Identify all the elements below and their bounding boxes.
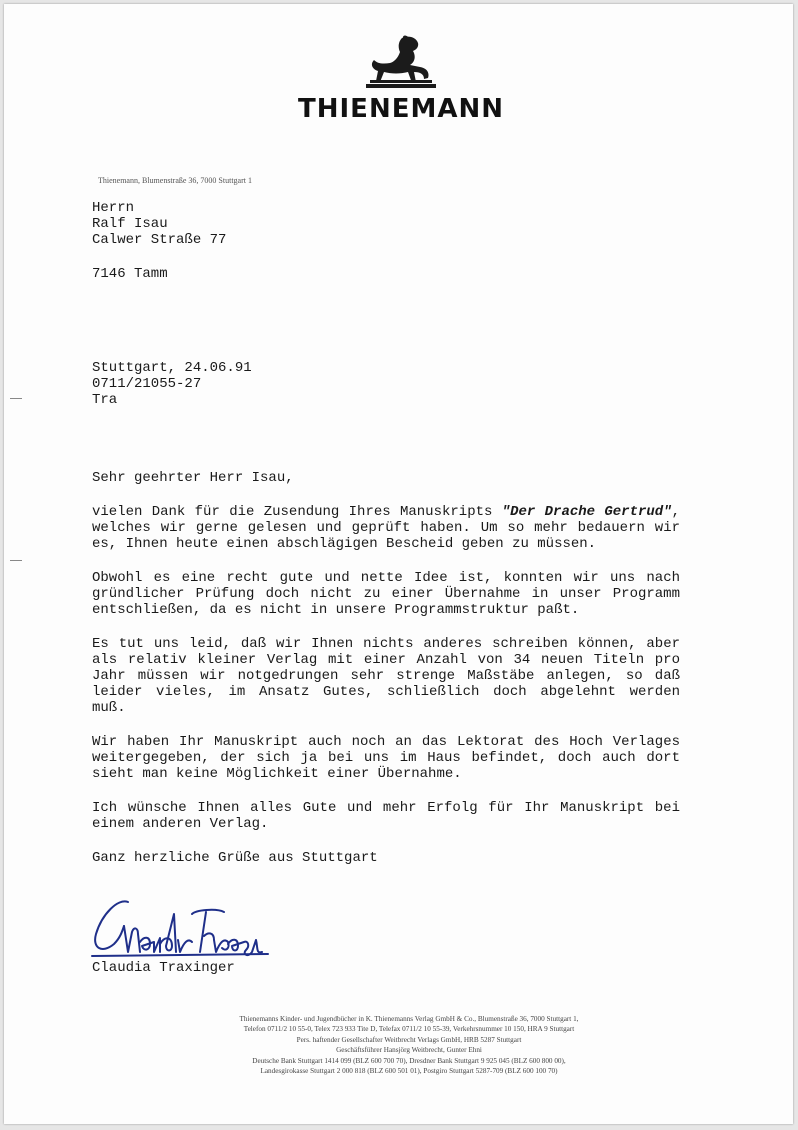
recipient-address <box>92 200 226 248</box>
publisher-logo <box>286 34 516 124</box>
letter-page <box>4 4 793 1124</box>
phone-extension: 0711/21055-27 <box>92 376 202 392</box>
paragraph-5: Ich wünsche Ihnen alles Gute und mehr Erfolg für Ihr Manuskript bei einem anderen Verlag. <box>92 800 680 832</box>
recipient-line: Herrn <box>92 200 135 216</box>
paragraph-1-text: vielen Dank für die Zusendung Ihres Manuskripts <box>92 504 502 520</box>
paragraph-1 <box>92 504 680 552</box>
closing: Ganz herzliche Grüße aus Stuttgart <box>92 850 378 866</box>
letter-meta <box>92 360 252 408</box>
signature-icon <box>88 892 278 962</box>
fold-mark <box>10 398 22 399</box>
salutation: Sehr geehrter Herr Isau, <box>92 470 294 486</box>
sender-initials: Tra <box>92 392 118 408</box>
place-date: Stuttgart, 24.06.91 <box>92 360 252 376</box>
recipient-line: Ralf Isau <box>92 216 168 232</box>
footer-line: Thienemanns Kinder- und Jugendbücher in K. Thienemanns Verlag GmbH & Co., Blumenstraße 36, 7000 Stuttgart 1, <box>239 1015 579 1023</box>
return-address: Thienemann, Blumenstraße 36, 7000 Stuttgart 1 <box>98 176 252 185</box>
recipient-city: 7146 Tamm <box>92 266 168 282</box>
fold-mark <box>10 560 22 561</box>
footer-line: Geschäftsführer Hansjörg Weitbrecht, Gunter Ehni <box>336 1046 482 1055</box>
handwritten-signature <box>88 892 278 967</box>
paragraph-2: Obwohl es eine recht gute und nette Idee ist, konnten wir uns nach gründlicher Prüfung doch nicht zu einer Übernahme in unser Programm entschließen, da es nicht in unsere Programmstruktur paßt. <box>92 570 680 618</box>
letter-body <box>92 470 680 884</box>
footer-imprint <box>114 1014 704 1076</box>
footer-line: Pers. haftender Gesellschafter Weitbrecht Verlags GmbH, HRB 5287 Stuttgart <box>296 1035 522 1044</box>
horse-logo-icon <box>358 34 444 92</box>
paragraph-4: Wir haben Ihr Manuskript auch noch an das Lektorat des Hoch Verlages weitergegeben, der sich ja bei uns im Haus befindet, doch auch dort sieht man keine Möglichkeit einer Übernahme. <box>92 734 680 782</box>
manuscript-title: "Der Drache Gertrud" <box>501 504 672 520</box>
paragraph-3: Es tut uns leid, daß wir Ihnen nichts anderes schreiben können, aber als relativ kleiner Verlag mit einer Anzahl von 34 neuen Titeln pro Jahr müssen wir notgedrungen sehr strenge Maßstäbe anlegen, so daß leider vieles, im Ansatz Gutes, schließlich doch abgelehnt werden muß. <box>92 636 680 716</box>
paragraph-1-text: , welches wir gerne gelesen und geprüft haben. Um so mehr bedauern wir es, Ihnen heute einen abschlägigen Bescheid geben zu müssen. <box>92 504 680 552</box>
footer-line: Telefon 0711/2 10 55-0, Telex 723 933 Tite D, Telefax 0711/2 10 55-39, Verkehrsnummer 10 150, HRA 9 Stuttgart <box>243 1025 575 1034</box>
footer-line: Landesgirokasse Stuttgart 2 000 818 (BLZ 600 501 01), Postgiro Stuttgart 5287-709 (BLZ 600 100 70) <box>260 1067 558 1076</box>
recipient-line: Calwer Straße 77 <box>92 232 227 248</box>
footer-line: Deutsche Bank Stuttgart 1414 099 (BLZ 600 700 70), Dresdner Bank Stuttgart 9 925 045 (BLZ 600 800 00), <box>252 1056 566 1065</box>
brand-name: THIENEMANN <box>298 94 504 124</box>
signer-name: Claudia Traxinger <box>92 960 235 976</box>
